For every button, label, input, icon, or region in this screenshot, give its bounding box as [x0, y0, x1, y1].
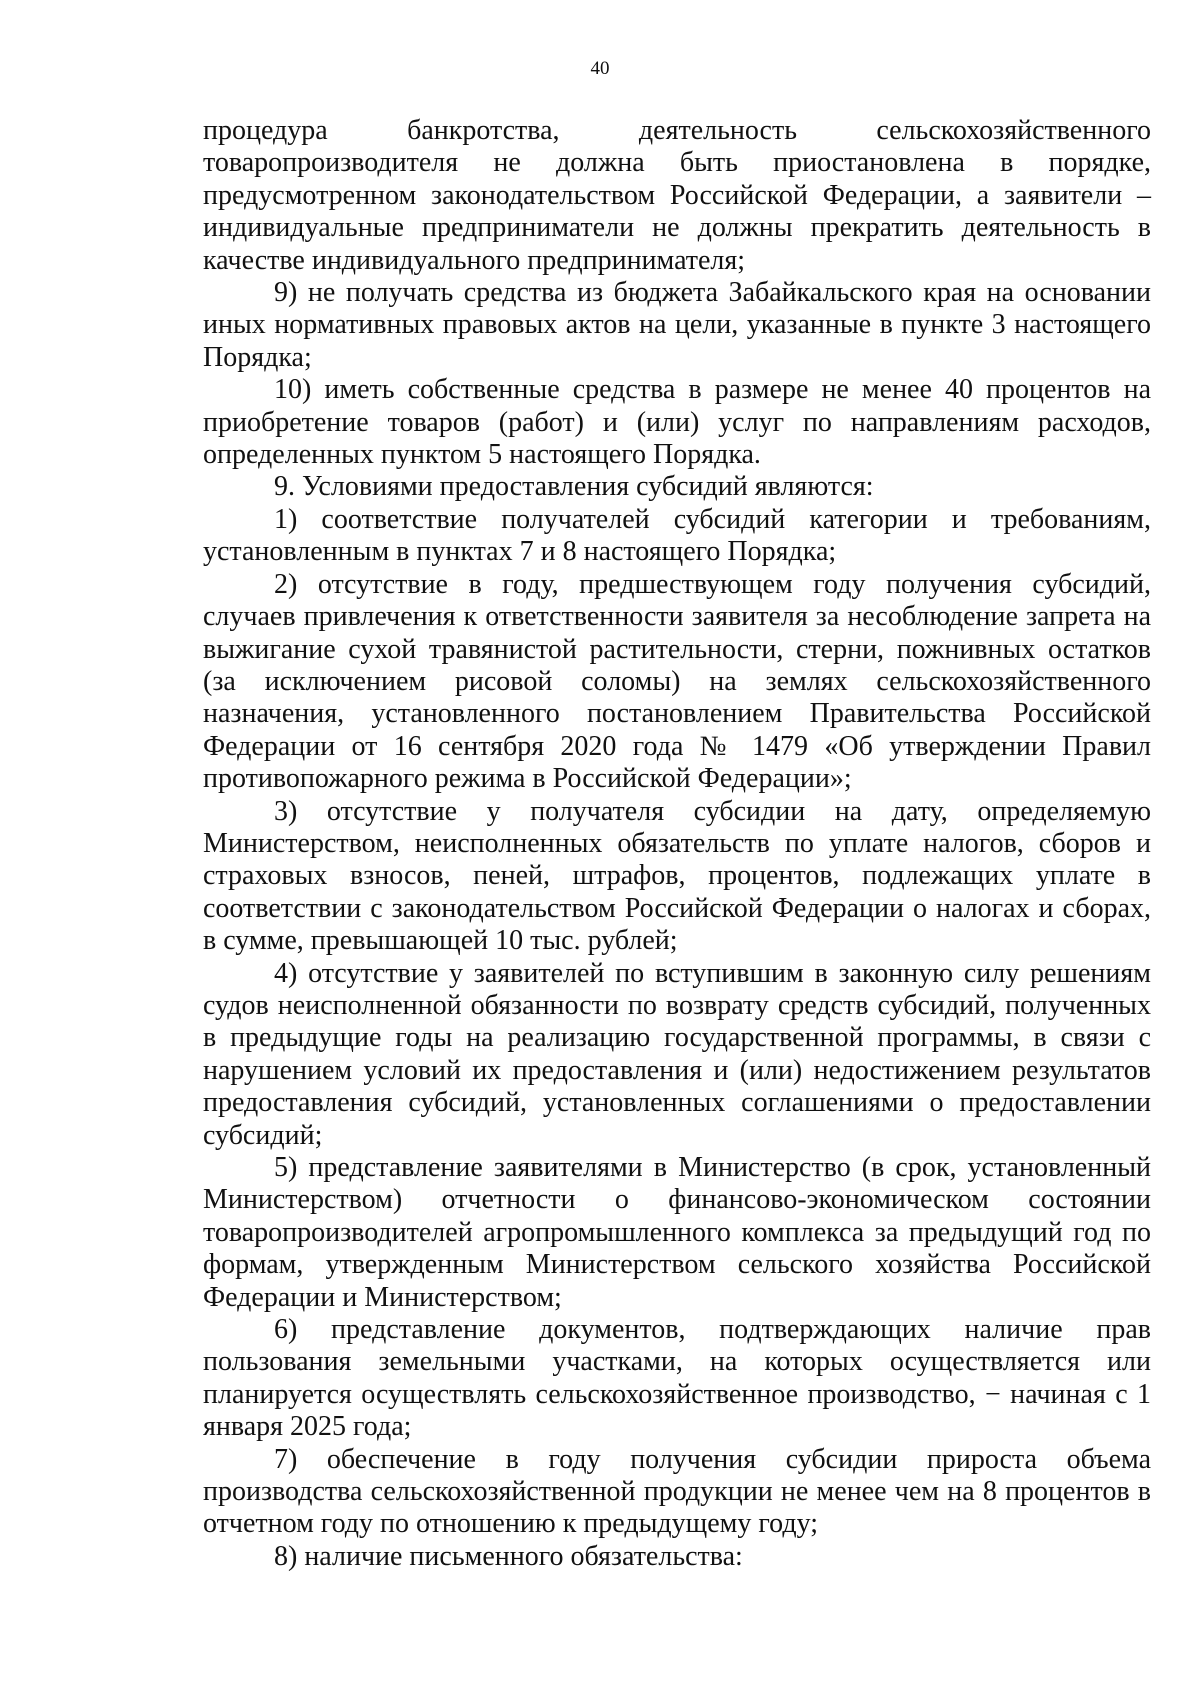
paragraph-condition-5: 5) представление заявителями в Министерство (в срок, установленный Министерством) отчетности о финансово-экономическом состоянии товаропроизводителей агропромышленного комплекса за предыдущий год по формам, утвержденным Министерством сельского хозяйства Российской Федерации и Министерством;: [203, 1152, 1151, 1313]
page-body: [203, 115, 1151, 1573]
paragraph-condition-6: 6) представление документов, подтверждающих наличие прав пользования земельными участками, на которых осуществляется или планируется осуществлять сельскохозяйственное производство, − начиная с 1 января 2025 года;: [203, 1314, 1151, 1443]
paragraph-item-9-budget-funds: 9) не получать средства из бюджета Забайкальского края на основании иных нормативных правовых актов на цели, указанные в пункте 3 настоящего Порядка;: [203, 277, 1151, 373]
paragraph-condition-2: 2) отсутствие в году, предшествующем году получения субсидий, случаев привлечения к ответственности заявителя за несоблюдение запрета на выжигание сухой травянистой растительности, стерни, пожнивных остатков (за исключением рисовой соломы) на землях сельскохозяйственного назначения, установленного постановлением Правительства Российской Федерации от 16 сентября 2020 года № 1479 «Об утверждении Правил противопожарного режима в Российской Федерации»;: [203, 568, 1151, 795]
paragraph-condition-4: 4) отсутствие у заявителей по вступившим в законную силу решениям судов неисполненной обязанности по возврату средств субсидий, полученных в предыдущие годы на реализацию государственной программы, в связи с нарушением условий их предоставления и (или) недостижением результатов предоставления субсидий, установленных соглашениями о предоставлении субсидий;: [203, 957, 1151, 1151]
paragraph-condition-3: 3) отсутствие у получателя субсидии на дату, определяемую Министерством, неисполненных обязательств по уплате налогов, сборов и страховых взносов, пеней, штрафов, процентов, подлежащих уплате в соответствии с законодательством Российской Федерации о налогах и сборах, в сумме, превышающей 10 тыс. рублей;: [203, 795, 1151, 957]
paragraph-condition-7: 7) обеспечение в году получения субсидии прироста объема производства сельскохозяйственной продукции не менее чем на 8 процентов в отчетном году по отношению к предыдущему году;: [203, 1443, 1151, 1540]
paragraph-continuation-bankruptcy: процедура банкротства, деятельность сельскохозяйственного товаропроизводителя не должна быть приостановлена в порядке, предусмотренном законодательством Российской Федерации, а заявители – индивидуальные предприниматели не должны прекратить деятельность в качестве индивидуального предпринимателя;: [203, 115, 1151, 276]
page-number: 40: [590, 58, 610, 79]
paragraph-item-10-own-funds: 10) иметь собственные средства в размере не менее 40 процентов на приобретение товаров (работ) и (или) услуг по направлениям расходов, определенных пунктом 5 настоящего Порядка.: [203, 374, 1151, 471]
paragraph-condition-8: 8) наличие письменного обязательства:: [274, 1540, 743, 1572]
paragraph-section-9-conditions: 9. Условиями предоставления субсидий являются:: [274, 471, 874, 503]
paragraph-condition-1: 1) соответствие получателей субсидий категории и требованиям, установленным в пунктах 7 и 8 настоящего Порядка;: [203, 503, 1151, 568]
